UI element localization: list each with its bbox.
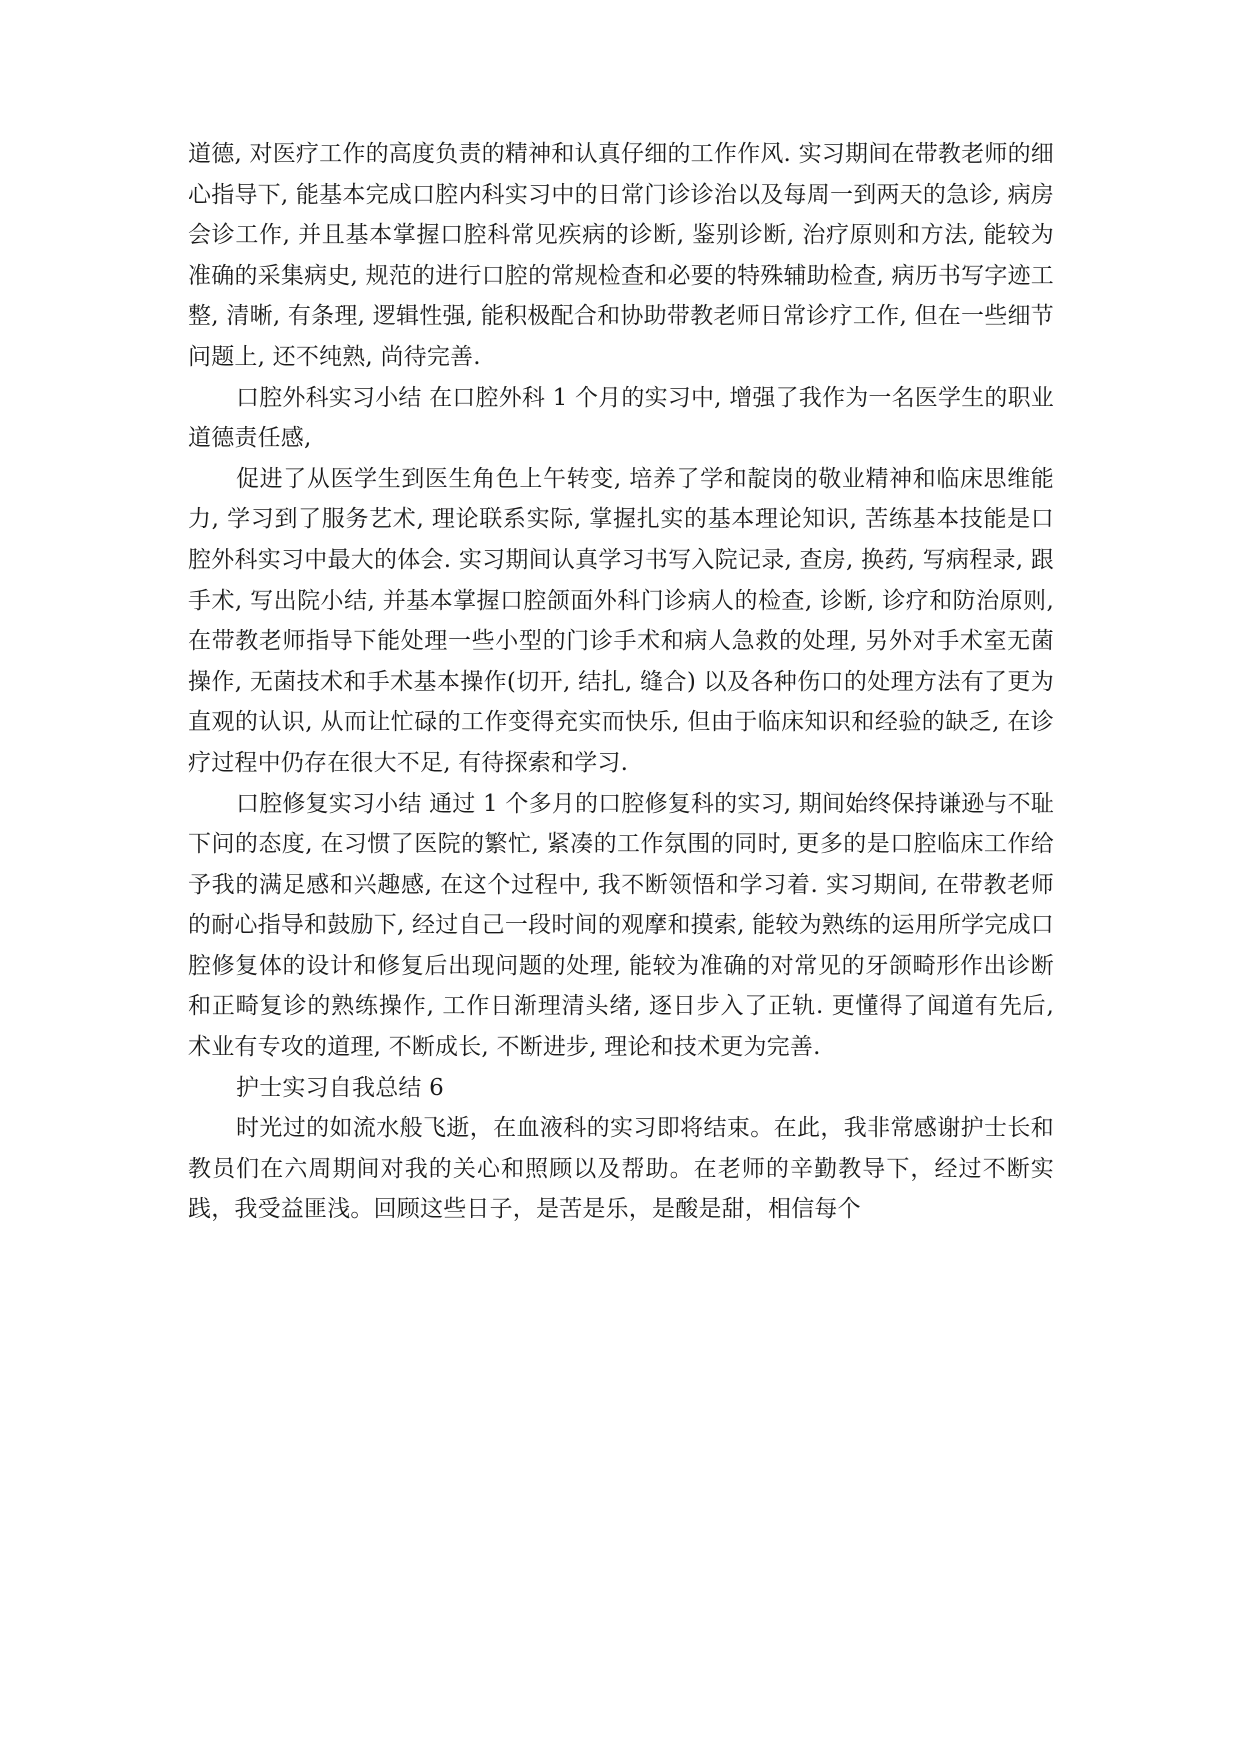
section-title-nurse-summary-6: 护士实习自我总结 6 xyxy=(236,1074,444,1101)
paragraph-hematology-internship: 时光过的如流水般飞逝，在血液科的实习即将结束。在此，我非常感谢护士长和教员们在六周期间对我的关心和照顾以及帮助。在老师的辛勤教导下，经过不断实践，我受益匪浅。回顾这些日子，是苦是乐，是酸是甜，相信每个 xyxy=(188,1115,1054,1223)
document-page xyxy=(188,134,1054,1230)
paragraph-prosthodontics-summary: 口腔修复实习小结 通过 1 个多月的口腔修复科的实习, 期间始终保持谦逊与不耻下问的态度, 在习惯了医院的繁忙, 紧凑的工作氛围的同时, 更多的是口腔临床工作给予我的满足感和兴趣感, 在这个过程中, 我不断领悟和学习着. 实习期间, 在带教老师的耐心指导和鼓励下, 经过自己一段时间的观摩和摸索, 能较为熟练的运用所学完成口腔修复体的设计和修复后出现问题的处理, 能较为准确的对常见的牙颌畸形作出诊断和正畸复诊的熟练操作, 工作日渐理清头绪, 逐日步入了正轨. 更懂得了闻道有先后, 术业有专攻的道理, 不断成长, 不断进步, 理论和技术更为完善. xyxy=(188,790,1054,1061)
paragraph-oral-medicine-continued: 道德, 对医疗工作的高度负责的精神和认真仔细的工作作风. 实习期间在带教老师的细心指导下, 能基本完成口腔内科实习中的日常门诊诊治以及每周一到两天的急诊, 病房会诊工作, 并且基本掌握口腔科常见疾病的诊断, 鉴别诊断, 治疗原则和方法, 能较为准确的采集病史, 规范的进行口腔的常规检查和必要的特殊辅助检查, 病历书写字迹工整, 清晰, 有条理, 逻辑性强, 能积极配合和协助带教老师日常诊疗工作, 但在一些细节问题上, 还不纯熟, 尚待完善. xyxy=(188,141,1054,370)
paragraph-oral-surgery-intro: 口腔外科实习小结 在口腔外科 1 个月的实习中, 增强了我作为一名医学生的职业道德责任感, xyxy=(188,384,1054,452)
paragraph-oral-surgery-body: 促进了从医学生到医生角色上午转变, 培养了学和靛岗的敬业精神和临床思维能力, 学习到了服务艺术, 理论联系实际, 掌握扎实的基本理论知识, 苦练基本技能是口腔外科实习中最大的体会. 实习期间认真学习书写入院记录, 查房, 换药, 写病程录, 跟手术, 写出院小结, 并基本掌握口腔颌面外科门诊病人的检查, 诊断, 诊疗和防治原则, 在带教老师指导下能处理一些小型的门诊手术和病人急救的处理, 另外对手术室无菌操作, 无菌技术和手术基本操作(切开, 结扎, 缝合) 以及各种伤口的处理方法有了更为直观的认识, 从而让忙碌的工作变得充实而快乐, 但由于临床知识和经验的缺乏, 在诊疗过程中仍存在很大不足, 有待探索和学习. xyxy=(188,465,1054,776)
